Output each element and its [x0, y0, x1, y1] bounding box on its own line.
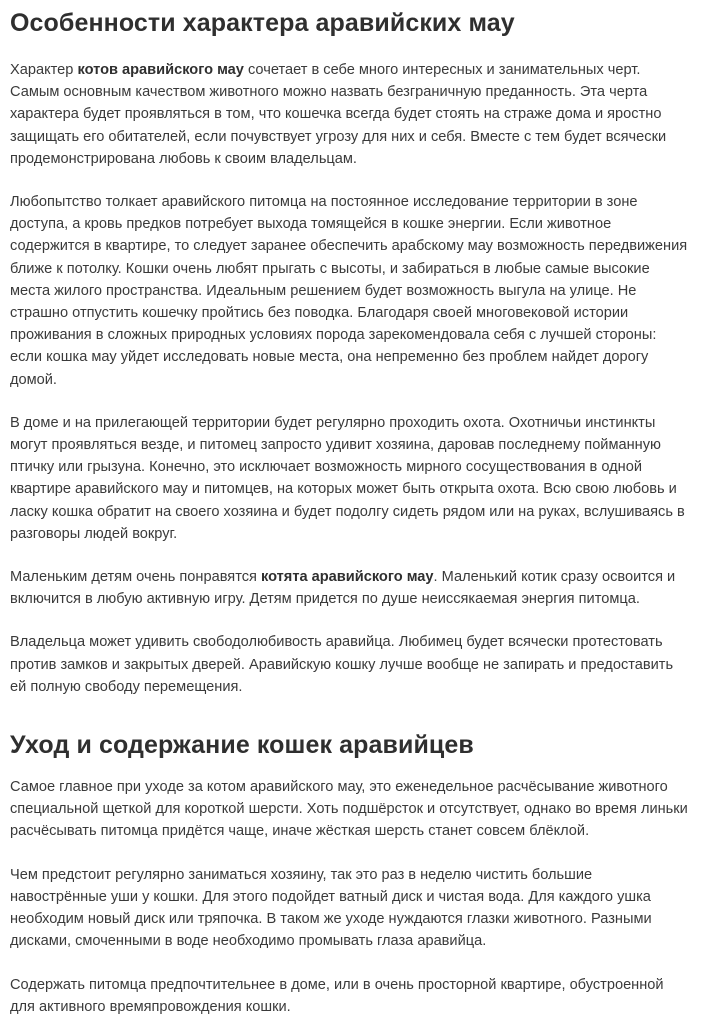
text-run: Характер [10, 62, 78, 78]
text-run: . Маленький котик сразу освоится и включится в любую активную игру. Детям придется по душе неиссякаемая энергия питомца. [10, 569, 676, 608]
paragraph-brushing: Самое главное при уходе за котом аравийского мау, это еженедельное расчёсывание животного специальной щеткой для короткой шерсти. Хоть подшёрсток и отсутствует, однако во время линьки расчёсывать питомца придётся чаще, иначе жёсткая шерсть станет совсем блёклой. [10, 779, 688, 840]
bold-link-text: котов аравийского мау [77, 62, 244, 78]
bold-link-text: котята аравийского мау [261, 569, 434, 586]
paragraph-housing: Содержать питомца предпочтительнее в доме, или в очень просторной квартире, обустроенной для активного времяпровождения кошки. [10, 976, 664, 1015]
text-run: сочетает в себе много интересных и занимательных черт. Самым основным качеством животного можно назвать безграничную преданность. Эта черта характера будет проявляться в том, что кошечка всегда будет стоять на страже дома и яростно защищать его обитателей, если почувствует угрозу для них и себя. Вместе с тем будет всячески продемонстрирована любовь к своим владельцам. [10, 62, 667, 167]
section-heading-character: Особенности характера аравийских мау [10, 9, 515, 37]
section-heading-care: Уход и содержание кошек аравийцев [10, 731, 474, 760]
paragraph-curiosity: Любопытство толкает аравийского питомца на постоянное исследование территории в зоне доступа, а кровь предков потребует выхода томящейся в кошке энергии. Если животное содержится в квартире, то следует заранее обеспечить арабскому мау возможность передвижения ближе к потолку. Кошки очень любят прыгать с высоты, и забираться в любые самые высокие места жилого пространства. Идеальным решением будет возможность выгула на улице. Не страшно отпустить кошечку пройтись без поводка. Благодаря своей многовековой истории проживания в сложных природных условиях порода зарекомендовала себя с лучшей стороны: если кошка мау уйдет исследовать новые места, она непременно без проблем найдет дорогу домой. [10, 194, 688, 388]
paragraph-character-intro [10, 59, 689, 170]
text-run: Маленьким детям очень понравятся [10, 569, 261, 586]
paragraph-children [10, 566, 689, 610]
paragraph-freedom: Владельца может удивить свободолюбивость аравийца. Любимец будет всячески протестовать против замков и закрытых дверей. Аравийскую кошку лучше вообще не запирать и предоставить ей полную свободу перемещения. [10, 634, 674, 695]
paragraph-ears-eyes: Чем предстоит регулярно заниматься хозяину, так это раз в неделю чистить большие навострённые уши у кошки. Для этого подойдет ватный диск и чистая вода. Для каждого ушка необходим новый диск или тряпочка. В таком же уходе нуждаются глазки животного. Разными дисками, смоченными в воде необходимо промывать глаза аравийца. [10, 866, 652, 950]
paragraph-hunting: В доме и на прилегающей территории будет регулярно проходить охота. Охотничьи инстинкты могут проявляться везде, и питомец запросто удивит хозяина, даровав последнему пойманную птичку или грызуна. Конечно, это исключает возможность мирного сосуществования в одной квартире аравийского мау и питомцев, на которых может быть открыта охота. Всю свою любовь и ласку кошка обратит на своего хозяина и будет подолгу сидеть рядом или на руках, вслушиваясь в разговоры людей вокруг. [10, 414, 685, 542]
